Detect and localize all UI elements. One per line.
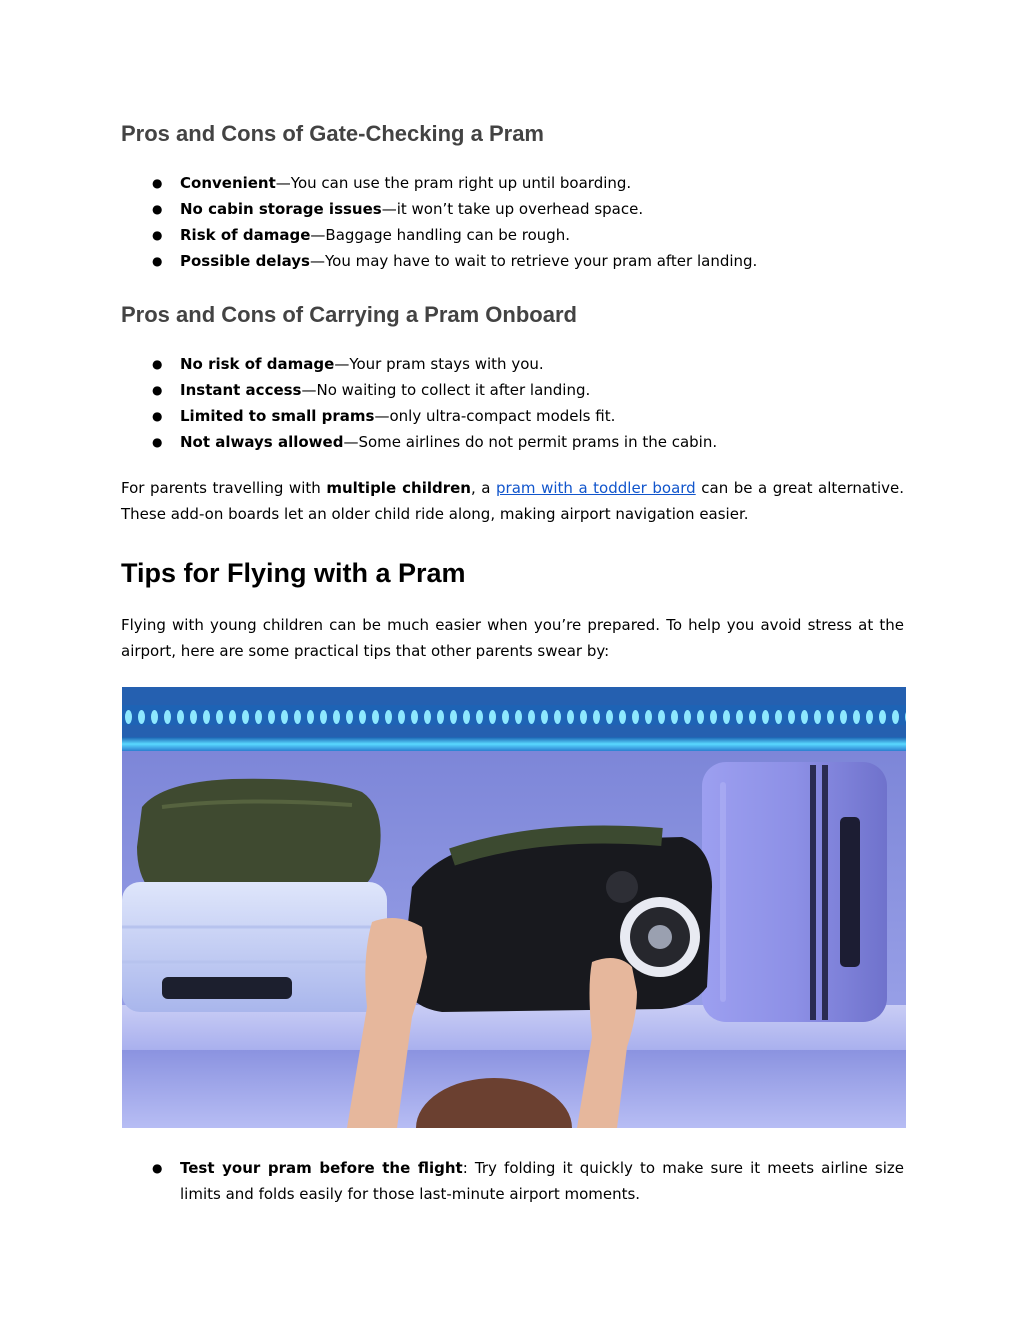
toddler-board-link[interactable]: pram with a toddler board bbox=[496, 479, 696, 497]
bullet-icon: ● bbox=[152, 202, 163, 216]
section-heading-carry-onboard: Pros and Cons of Carrying a Pram Onboard bbox=[121, 302, 577, 327]
gate-checking-list bbox=[121, 170, 904, 274]
list-item: ● Risk of damage—Baggage handling can be rough. bbox=[121, 222, 904, 248]
bullet-icon: ● bbox=[152, 254, 163, 268]
section-heading-gate-checking: Pros and Cons of Gate-Checking a Pram bbox=[121, 121, 544, 146]
bullet-icon: ● bbox=[152, 435, 163, 449]
bullet-icon: ● bbox=[152, 357, 163, 371]
tips-heading: Tips for Flying with a Pram bbox=[121, 558, 466, 588]
toddler-board-paragraph: For parents travelling with multiple children, a pram with a toddler board can be a great alternative. These add-on boards let an older child ride along, making airport navigation easier. bbox=[121, 479, 904, 523]
bullet-icon: ● bbox=[152, 228, 163, 242]
list-item: ● Limited to small prams—only ultra-compact models fit. bbox=[121, 403, 904, 429]
bullet-icon: ● bbox=[152, 383, 163, 397]
list-item: ● No risk of damage—Your pram stays with you. bbox=[121, 351, 904, 377]
list-item: ● No cabin storage issues—it won’t take up overhead space. bbox=[121, 196, 904, 222]
tips-intro: Flying with young children can be much easier when you’re prepared. To help you avoid stress at the airport, here are some practical tips that other parents swear by: bbox=[121, 616, 904, 660]
bullet-icon: ● bbox=[152, 1161, 163, 1175]
list-item: ● Convenient—You can use the pram right up until boarding. bbox=[121, 170, 904, 196]
tip-item-test-pram: ● Test your pram before the flight: Try folding it quickly to make sure it meets airline size limits and folds easily for those last-minute airport moments. bbox=[121, 1155, 904, 1207]
bullet-icon: ● bbox=[152, 176, 163, 190]
list-item: ● Not always allowed—Some airlines do not permit prams in the cabin. bbox=[121, 429, 904, 455]
carry-onboard-list bbox=[121, 351, 904, 455]
list-item: ● Possible delays—You may have to wait to retrieve your pram after landing. bbox=[121, 248, 904, 274]
luggage-bin-photo bbox=[122, 687, 906, 1128]
bullet-icon: ● bbox=[152, 409, 163, 423]
list-item: ● Instant access—No waiting to collect it after landing. bbox=[121, 377, 904, 403]
